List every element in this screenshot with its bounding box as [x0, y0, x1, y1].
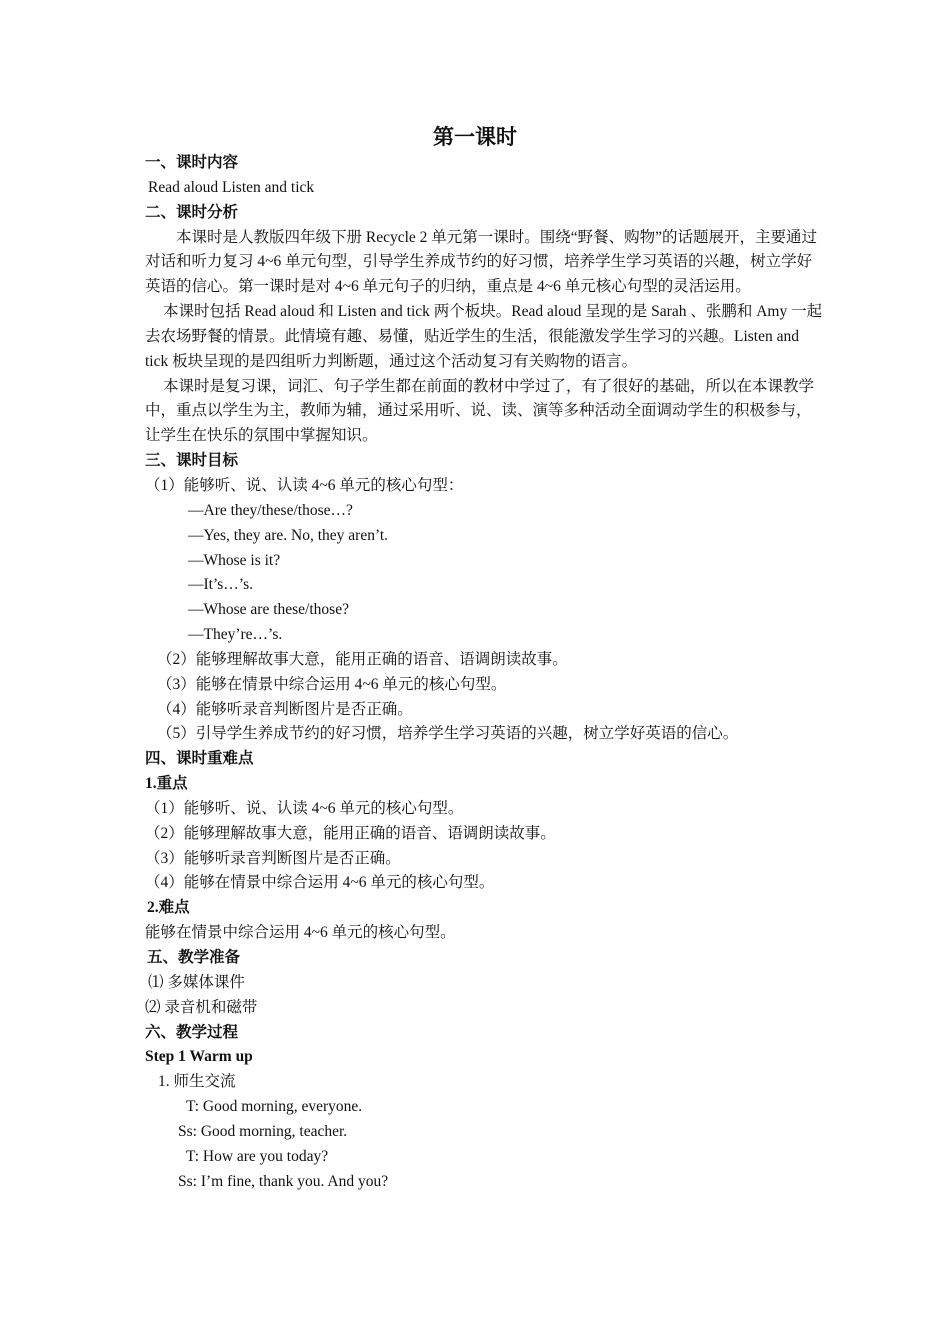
key-points-heading: 1.重点	[145, 775, 188, 793]
objective-1: （1）能够听、说、认读 4~6 单元的核心句型：	[145, 476, 464, 494]
preparation-item: ⑴ 多媒体课件	[148, 973, 245, 991]
section-heading-objectives: 三、课时目标	[145, 452, 239, 470]
section-heading-analysis: 二、课时分析	[145, 203, 239, 221]
key-point: （1）能够听、说、认读 4~6 单元的核心句型。	[145, 799, 464, 817]
core-sentence: —Are they/these/those…?	[188, 501, 353, 519]
section-heading-key-points: 四、课时重难点	[145, 750, 254, 768]
core-sentence: —It’s…’s.	[188, 576, 254, 594]
step-sub-item: 1. 师生交流	[158, 1073, 236, 1091]
core-sentence: —They’re…’s.	[188, 626, 283, 644]
core-sentence: —Whose are these/those?	[188, 601, 349, 619]
section-heading-content: 一、课时内容	[145, 154, 239, 171]
key-point: （4）能够在情景中综合运用 4~6 单元的核心句型。	[145, 874, 495, 892]
section-heading-preparation: 五、教学准备	[147, 949, 241, 966]
difficulty-point: 能够在情景中综合运用 4~6 单元的核心句型。	[145, 924, 456, 942]
preparation-item: ⑵ 录音机和磁带	[145, 998, 258, 1016]
key-point: （3）能够听录音判断图片是否正确。	[145, 849, 401, 867]
difficulty-heading: 2.难点	[147, 899, 190, 917]
objective-2: （2）能够理解故事大意，能用正确的语音、语调朗读故事。	[157, 650, 568, 668]
dialog-line: T: How are you today?	[186, 1147, 329, 1165]
document-body	[145, 151, 825, 1194]
page-title: 第一课时	[433, 125, 517, 149]
core-sentence: —Whose is it?	[188, 551, 281, 569]
section-heading-process: 六、教学过程	[145, 1023, 239, 1041]
objective-4: （4）能够听录音判断图片是否正确。	[157, 700, 413, 718]
objective-5: （5）引导学生养成节约的好习惯，培养学生学习英语的兴趣，树立学好英语的信心。	[157, 725, 739, 743]
dialog-line: T: Good morning, everyone.	[186, 1098, 363, 1116]
dialog-line: Ss: I’m fine, thank you. And you?	[178, 1172, 389, 1190]
step-heading: Step 1 Warm up	[145, 1048, 253, 1066]
key-point: （2）能够理解故事大意，能用正确的语音、语调朗读故事。	[145, 824, 556, 842]
analysis-paragraph-1: 本课时是人教版四年级下册 Recycle 2 单元第一课时。围绕“野餐、购物”的话题展开，主要通过对话和听力复习 4~6 单元句型，引导学生养成节约的好习惯，培养学生学习英语的兴趣，树立学好英语的信心。第一课时是对 4~6 单元句子的归纳，重点是 4~6 单元核心句型的灵活运用。	[145, 228, 818, 296]
analysis-paragraph-2: 本课时包括 Read aloud 和 Listen and tick 两个板块。Read aloud 呈现的是 Sarah 、张鹏和 Amy 一起去农场野餐的情景。此情境有趣、易懂，贴近学生的生活，很能激发学生学习的兴趣。Listen and tick 板块呈现的是四组听力判断题，通过这个活动复习有关购物的语言。	[145, 303, 823, 370]
content-line: Read aloud Listen and tick	[148, 178, 315, 196]
analysis-paragraph-3: 本课时是复习课，词汇、句子学生都在前面的教材中学过了，有了很好的基础，所以在本课教学中，重点以学生为主，教师为辅，通过采用听、说、读、演等多种活动全面调动学生的积极参与，让学生在快乐的氛围中掌握知识。	[145, 377, 815, 445]
objective-3: （3）能够在情景中综合运用 4~6 单元的核心句型。	[157, 675, 507, 693]
dialog-line: Ss: Good morning, teacher.	[178, 1122, 348, 1140]
core-sentence: —Yes, they are. No, they aren’t.	[188, 526, 389, 544]
